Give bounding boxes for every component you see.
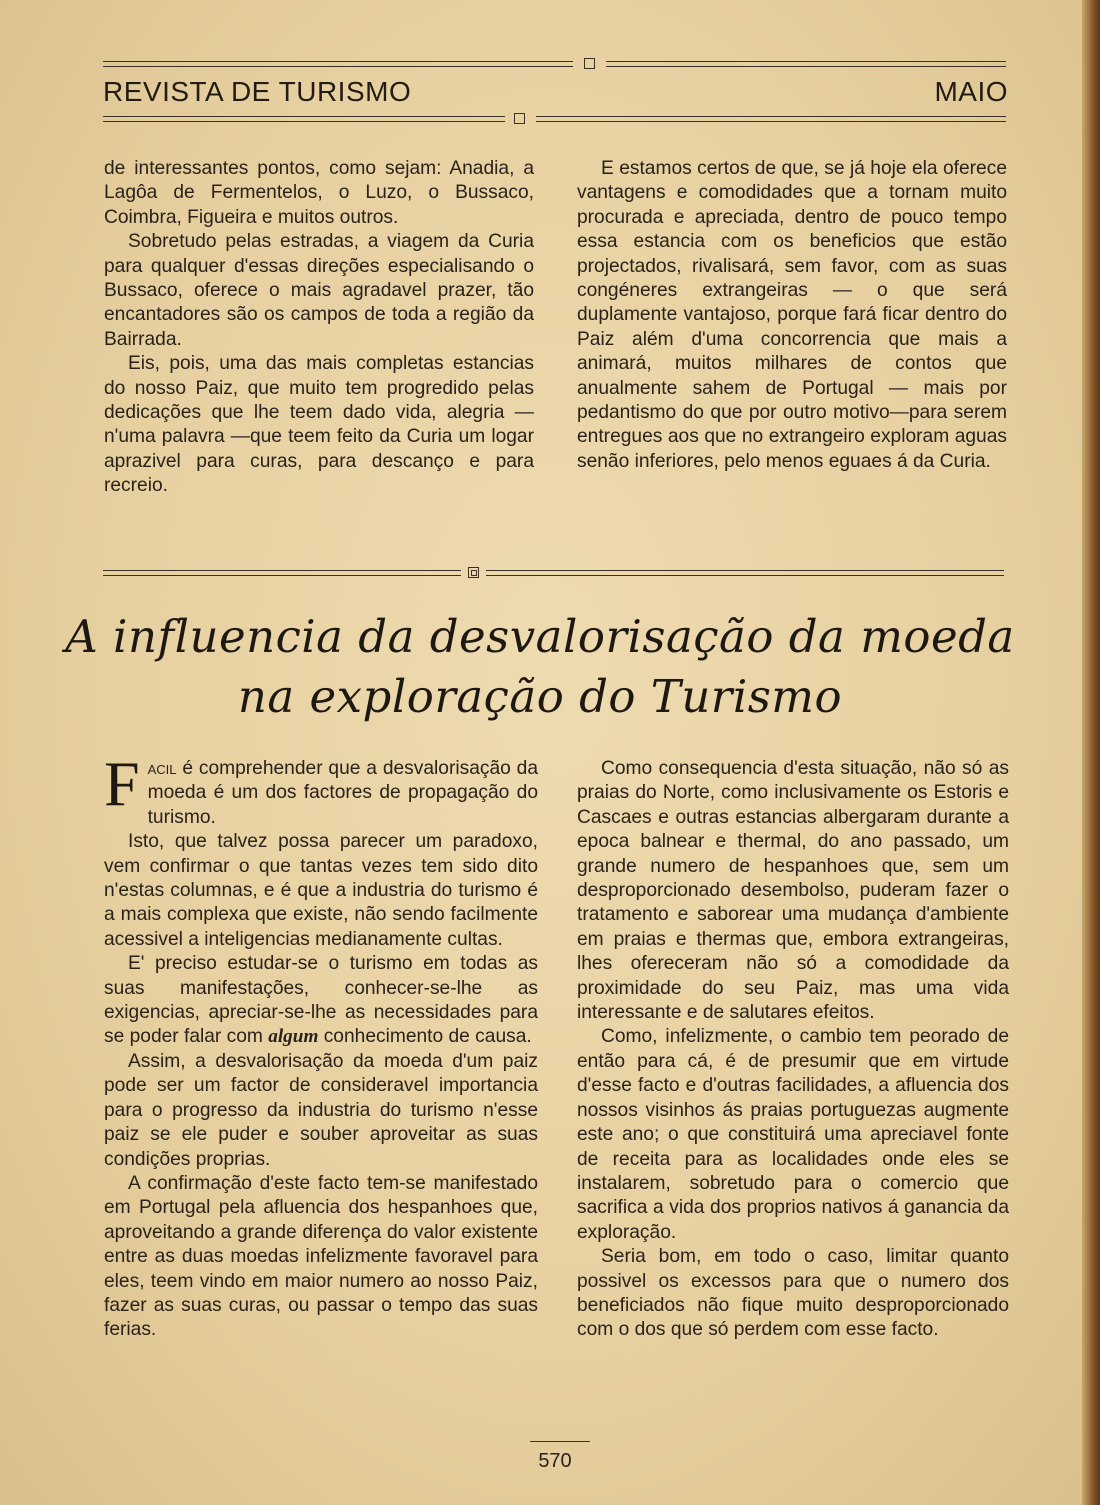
paragraph-text: E' preciso estudar-se o turismo em todas as suas manifestações, conhecer-se-lhe as exigencias, apreciar-se-lhe as necessidades para se poder falar com <box>104 953 538 1048</box>
paragraph: Assim, a desvalorisação da moeda d'um paiz pode ser um factor de consideravel importancia para o progresso da industria do turismo n'esse paiz se ele puder e souber aproveitar as suas condições proprias. <box>104 1050 538 1170</box>
section-rule-right <box>486 570 1004 576</box>
paragraph: Isto, que talvez possa parecer um paradoxo, vem confirmar o que tantas vezes tem sido dito n'estas columnas, e é que a industria do turismo é a mais complexa que existe, não sendo facilmente acessivel a inteligencias medianamente cultas. <box>104 831 538 950</box>
issue-month: MAIO <box>934 76 1008 107</box>
paragraph: Como, infelizmente, o cambio tem peorado de então para cá, é de presumir que em virtude d'esse facto e d'outras facilidades, a afluencia dos nossos visinhos ás praias portuguezas augmente este ano; o que constituirá uma apreciavel fonte de receita para as localidades onde eles se instalarem, sobretudo para o comercio que sacrifica a vida dos proprios nativos á ganancia da exploração. <box>577 1026 1009 1243</box>
footer-rule <box>530 1441 590 1442</box>
first-word: acil <box>147 758 177 779</box>
header-rule-bottom-right <box>536 116 1006 122</box>
page-number: 570 <box>538 1450 572 1472</box>
header-rule-bottom-left <box>103 116 505 122</box>
ornament-header-bottom <box>514 113 525 124</box>
emphasis: algum <box>268 1026 319 1048</box>
page-edge <box>1082 0 1100 1505</box>
paragraph: A confirmação d'este facto tem-se manifestado em Portugal pela afluencia dos hespanhoes que, aproveitando a grande diferença do valor existente entre as duas moedas infelizmente favoravel para eles, teem vindo em maior numero ao nosso Paiz, fazer as suas curas, ou passar o tempo das suas ferias. <box>104 1172 538 1341</box>
drop-cap: F <box>104 748 140 819</box>
paragraph: Sobretudo pelas estradas, a viagem da Curia para qualquer d'essas direções especialisando o Bussaco, oferece o mais agradavel prazer, tão encantadores são os campos de toda a região da Bairrada. <box>104 231 534 350</box>
top-left-column <box>104 157 534 499</box>
paragraph: Seria bom, em todo o caso, limitar quanto possivel os excessos para que o numero dos beneficiados não fique muito desproporcionado com o dos que só perdem com esse facto. <box>577 1246 1009 1341</box>
paragraph: de interessantes pontos, como sejam: Anadia, a Lagôa de Fermentelos, o Luzo, o Bussaco, Coimbra, Figueira e muitos outros. <box>104 158 534 228</box>
ornament-section <box>468 567 479 578</box>
top-right-column <box>577 157 1007 474</box>
journal-title: REVISTA DE TURISMO <box>103 76 412 107</box>
paragraph: Como consequencia d'esta situação, não só as praias do Norte, como inclusivamente os Estoris e Cascaes e outras estancias albergaram durante a epoca balnear e thermal, do ano passado, um grande numero de hespanhoes que, sem um desproporcionado desembolso, puderam fazer o tratamento e saborear uma mudança d'ambiente em praias e thermas que, embora extrangeiras, lhes ofereceram não só a comodidade da proximidade do seu Paiz, mas uma vida interessante e de salutares efeitos. <box>577 758 1009 1024</box>
ornament-top <box>584 58 595 69</box>
header-rule-top-right <box>606 61 1006 67</box>
paragraph-text: conhecimento de causa. <box>318 1026 532 1048</box>
article-right-column <box>577 757 1009 1343</box>
paragraph <box>104 952 538 1050</box>
header-rule-top-left <box>103 61 573 67</box>
paragraph: E estamos certos de que, se já hoje ela oferece vantagens e comodidades que a tornam muito procurada e apreciada, dentro de pouco tempo essa estancia com os beneficios que estão projectados, rivalisará, sem favor, com as suas congéneres extrangeiras — o que será duplamente vantajoso, porque fará ficar dentro do Paiz além d'uma concorrencia que mais a animará, muitos milhares de contos que anualmente sahem de Portugal — mais por pedantismo do que por outro motivo—para serem entregues aos que no extrangeiro exploram aguas senão inferiores, pelo menos eguaes á da Curia. <box>577 158 1007 472</box>
article-title-line-1: A influencia da desvalorisação da moeda <box>65 610 1015 663</box>
paragraph <box>104 748 538 830</box>
article-title-line-2: na exploração do Turismo <box>237 670 843 723</box>
article-left-column <box>104 748 538 1343</box>
first-paragraph-text: é comprehender que a desvalorisação da moeda é um dos factores de propagação do turismo. <box>147 758 538 828</box>
paragraph: Eis, pois, uma das mais completas estancias do nosso Paiz, que muito tem progredido pelas dedicações que lhe teem dado vida, alegria — n'uma palavra —que teem feito da Curia um logar aprazivel para curas, para descanço e para recreio. <box>104 353 534 497</box>
section-rule-left <box>103 570 461 576</box>
